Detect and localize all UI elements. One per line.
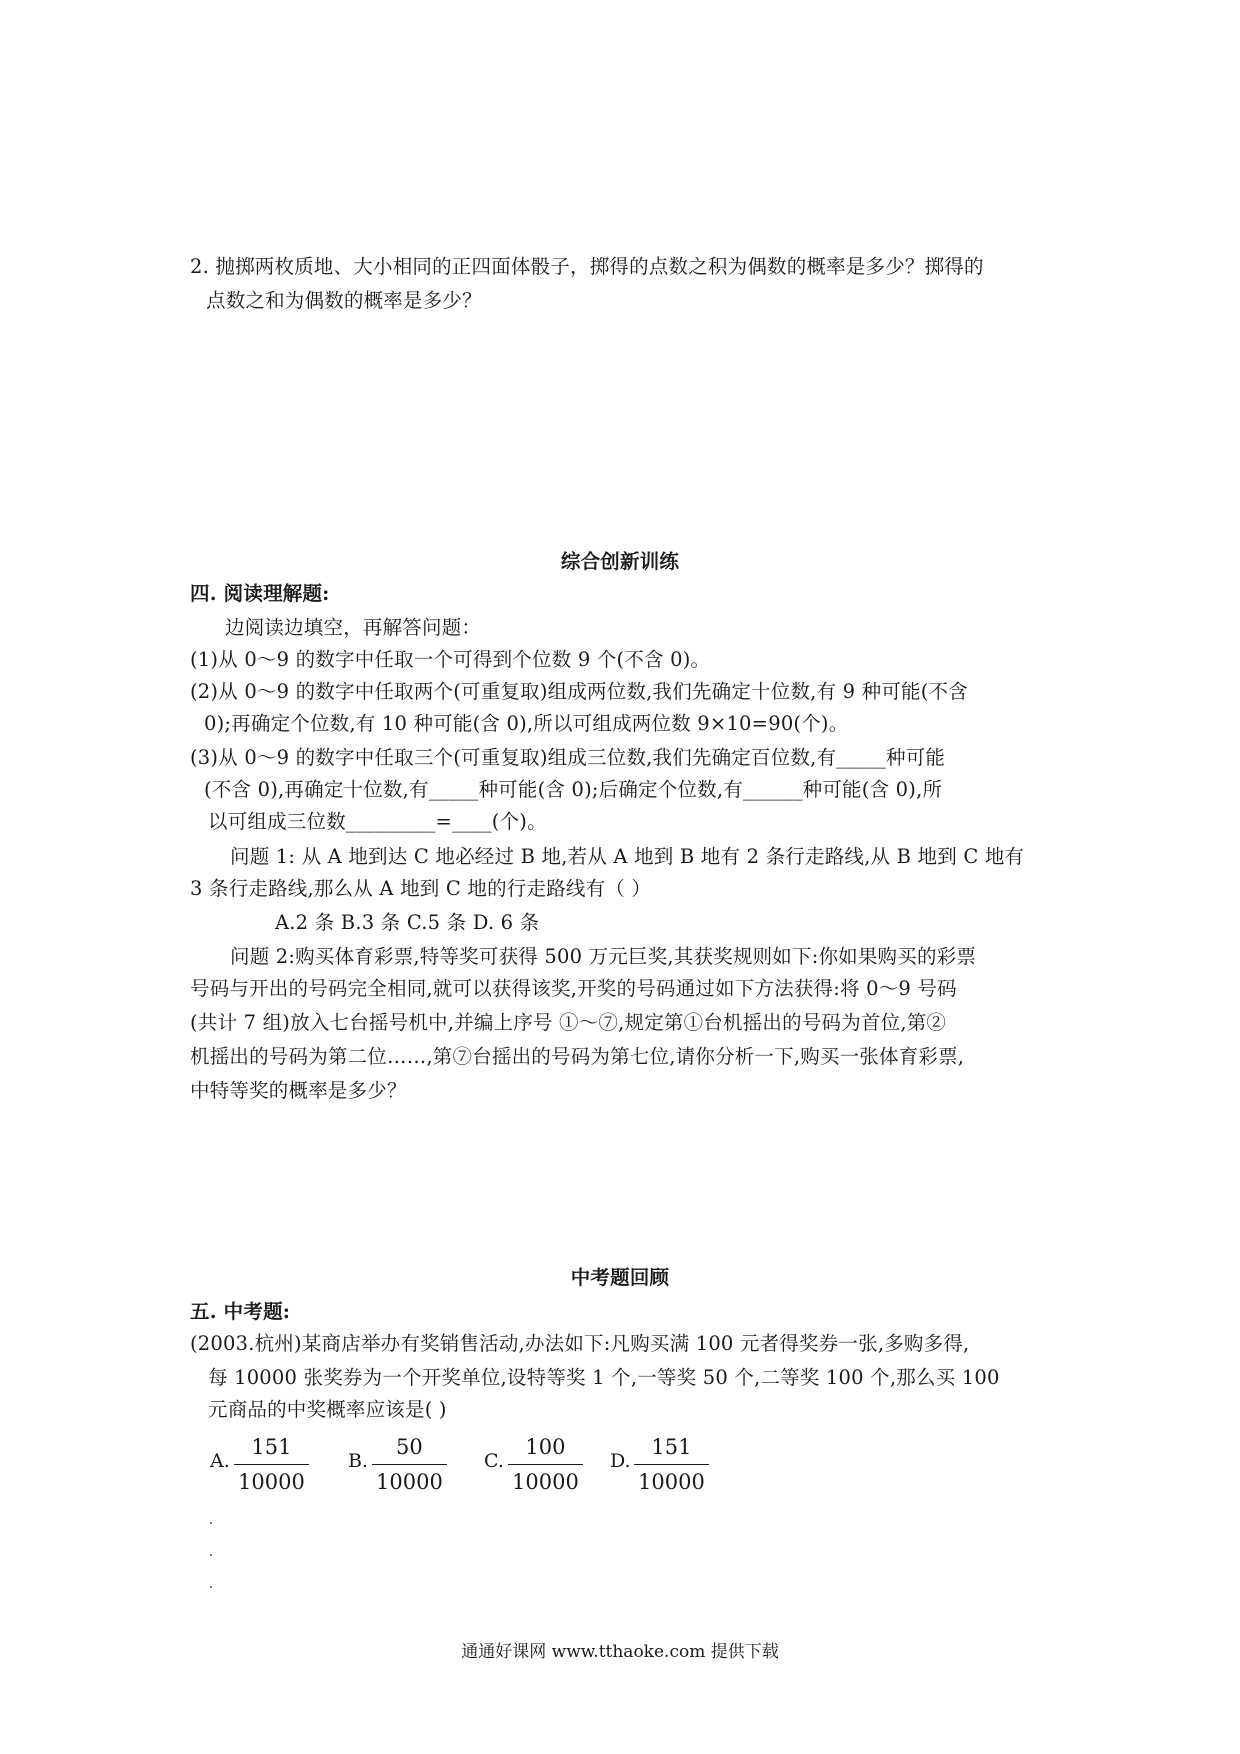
option-b-denominator: 10000 [376,1470,443,1494]
problem-1-line-2: 3 条行走路线,那么从 A 地到 C 地的行走路线有（ ） [190,877,652,900]
paragraph-2-line-2: 0);再确定个位数,有 10 种可能(含 0),所以可组成两位数 9×10=90(个)。 [204,712,849,735]
option-d-numerator: 151 [651,1435,692,1459]
exam-question-line-3: 元商品的中奖概率应该是( ) [208,1398,447,1421]
option-a-label: A. [210,1450,230,1472]
option-c-numerator: 100 [525,1435,566,1459]
section-5-title: 五. 中考题: [190,1300,291,1323]
exam-question-line-1: (2003.杭州)某商店举办有奖销售活动,办法如下:凡购买满 100 元者得奖券一张,多购多得, [190,1332,970,1355]
problem-2-line-5: 中特等奖的概率是多少？ [190,1079,407,1102]
problem-2-line-1: 问题 2:购买体育彩票,特等奖可获得 500 万元巨奖,其获奖规则如下:你如果购买的彩票 [230,945,977,968]
problem-2-line-2: 号码与开出的号码完全相同,就可以获得该奖,开奖的号码通过如下方法获得:将 0～9 号码 [190,977,957,1000]
problem-2-line-3: (共计 7 组)放入七台摇号机中,并编上序号 ①～⑦,规定第①台机摇出的号码为首位,第② [190,1011,947,1034]
problem-2-line-4: 机摇出的号码为第二位……,第⑦台摇出的号码为第七位,请你分析一下,购买一张体育彩票, [190,1045,965,1068]
option-b-numerator: 50 [396,1435,423,1459]
option-c [484,1432,594,1502]
section-4-title: 四. 阅读理解题: [190,582,330,605]
option-c-label: C. [484,1450,504,1472]
fraction-bar [372,1464,447,1465]
option-d-denominator: 10000 [638,1470,705,1494]
option-d-fraction [634,1432,709,1497]
option-d-label: D. [610,1450,631,1472]
option-b [348,1432,458,1502]
footer-watermark: 通通好课网 www.tthaoke.com 提供下载 [461,1642,779,1662]
fraction-bar [234,1464,309,1465]
option-c-denominator: 10000 [512,1470,579,1494]
option-a-fraction [234,1432,309,1497]
option-a-denominator: 10000 [238,1470,305,1494]
paragraph-3-line-1: (3)从 0～9 的数字中任取三个(可重复取)组成三位数,我们先确定百位数,有_____种可能 [190,746,946,769]
question-2-line-1: 2. 抛掷两枚质地、大小相同的正四面体骰子，掷得的点数之积为偶数的概率是多少？掷得的 [190,255,984,278]
option-a-numerator: 151 [251,1435,292,1459]
scan-mark [210,1586,212,1588]
scan-mark [210,1522,212,1524]
option-b-label: B. [348,1450,369,1472]
problem-1-line-1: 问题 1: 从 A 地到达 C 地必经过 B 地,若从 A 地到 B 地有 2 条行走路线,从 B 地到 C 地有 [230,845,1025,868]
paragraph-2-line-1: (2)从 0～9 的数字中任取两个(可重复取)组成两位数,我们先确定十位数,有 9 种可能(不含 [190,680,968,703]
paragraph-3-line-2: (不含 0),再确定十位数,有_____种可能(含 0);后确定个位数,有______种可能(含 0),所 [204,778,943,801]
option-b-fraction [372,1432,447,1497]
scan-mark [210,1554,212,1556]
paragraph-1: (1)从 0～9 的数字中任取一个可得到个位数 9 个(不含 0)。 [190,648,711,671]
section-5-heading: 中考题回顾 [570,1266,670,1289]
section-4-heading: 综合创新训练 [560,550,680,573]
option-c-fraction [508,1432,583,1497]
section-4-intro: 边阅读边填空，再解答问题： [225,616,482,639]
fraction-bar [634,1464,709,1465]
option-a [210,1432,320,1502]
fraction-bar [508,1464,583,1465]
option-d [610,1432,720,1502]
paragraph-3-line-3: 以可组成三位数_________=____(个)。 [208,810,547,833]
exam-question-line-2: 每 10000 张奖券为一个开奖单位,设特等奖 1 个,一等奖 50 个,二等奖 100 个,那么买 100 [208,1366,1000,1389]
question-2-line-2: 点数之和为偶数的概率是多少？ [206,289,482,312]
problem-1-options: A.2 条 B.3 条 C.5 条 D. 6 条 [275,911,540,934]
